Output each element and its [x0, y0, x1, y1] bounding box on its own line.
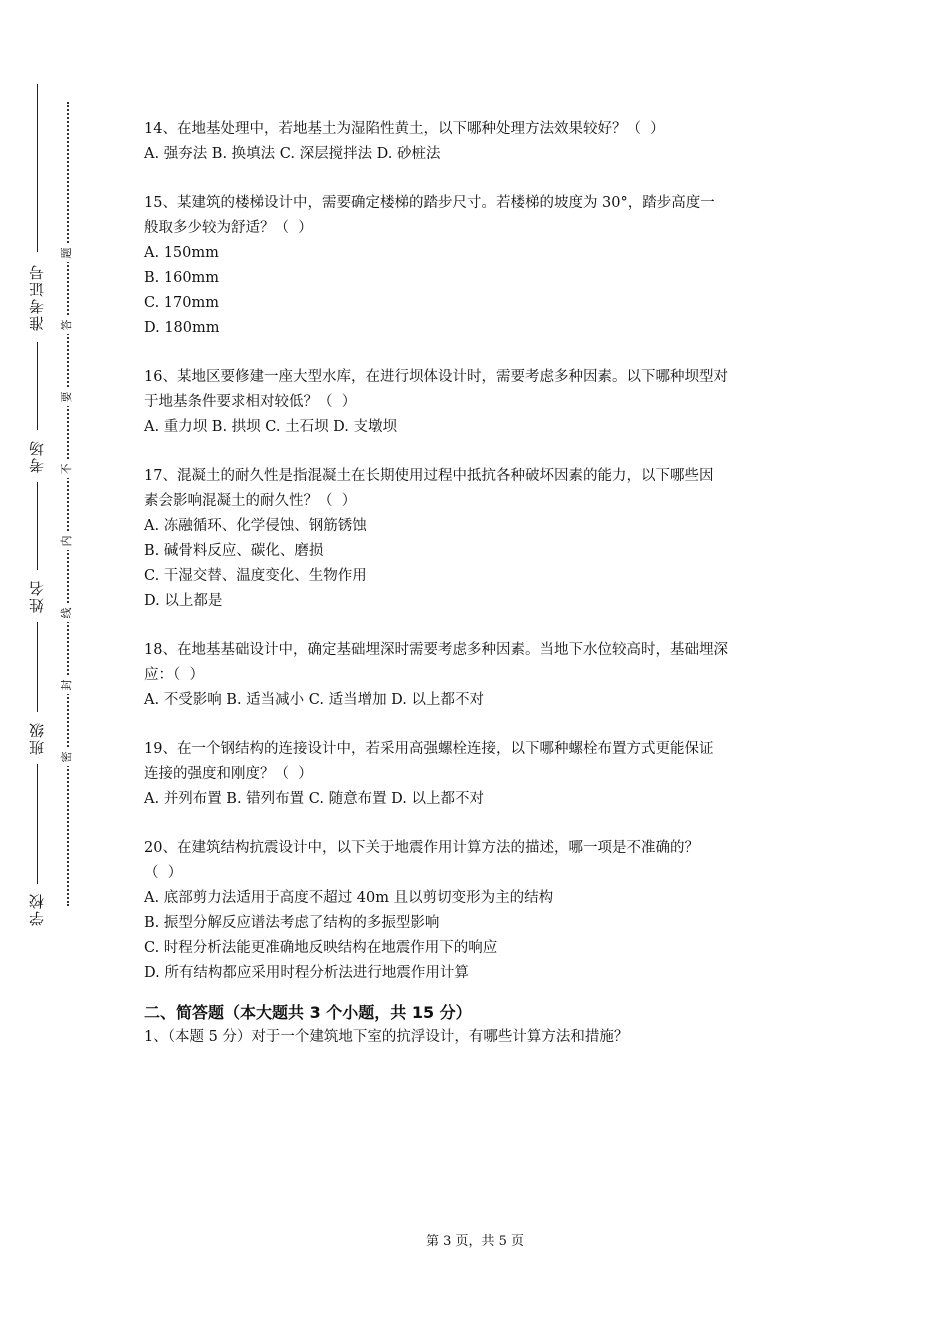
blank-line: [37, 482, 38, 570]
question-stem: 15、某建筑的楼梯设计中，需要确定楼梯的踏步尺寸。若楼梯的坡度为 30°，踏步高度一: [144, 195, 715, 211]
question-stem: 般取多少较为舒适？（ ）: [144, 220, 313, 236]
option-d: D. 180mm: [144, 320, 220, 336]
seal-char: 答: [58, 316, 76, 334]
question-stem: 连接的强度和刚度？（ ）: [144, 766, 313, 782]
question-stem: 16、某地区要修建一座大型水库，在进行坝体设计时，需要考虑多种因素。以下哪种坝型对: [144, 369, 728, 385]
question-options: A. 强夯法 B. 换填法 C. 深层搅拌法 D. 砂桩法: [144, 146, 441, 162]
question-16: [144, 365, 812, 440]
question-19: [144, 737, 812, 812]
school-label: 学校: [28, 892, 46, 926]
blank-line: [37, 622, 38, 712]
question-stem: 19、在一个钢结构的连接设计中，若采用高强螺栓连接，以下哪种螺栓布置方式更能保证: [144, 741, 714, 757]
seal-char: 封: [58, 676, 76, 694]
option-c: C. 时程分析法能更准确地反映结构在地震作用下的响应: [144, 940, 498, 956]
blank-line: [37, 84, 38, 252]
option-a: A. 底部剪力法适用于高度不超过 40m 且以剪切变形为主的结构: [144, 890, 554, 906]
section-heading: 二、简答题（本大题共 3 个小题，共 15 分）: [144, 1003, 472, 1022]
question-list: [144, 117, 812, 1050]
option-d: D. 以上都是: [144, 593, 223, 609]
question-options: A. 重力坝 B. 拱坝 C. 土石坝 D. 支墩坝: [144, 419, 398, 435]
question-20: [144, 836, 812, 986]
blank-line: [37, 764, 38, 884]
exam-number-label: 准考证号: [28, 263, 46, 331]
question-stem: 素会影响混凝土的耐久性？（ ）: [144, 493, 357, 509]
option-b: B. 碱骨料反应、碳化、磨损: [144, 543, 324, 559]
option-b: B. 振型分解反应谱法考虑了结构的多振型影响: [144, 915, 440, 931]
question-stem: 14、在地基处理中，若地基土为湿陷性黄土，以下哪种处理方法效果较好？（ ）: [144, 121, 665, 137]
seal-char: 要: [58, 388, 76, 406]
option-c: C. 170mm: [144, 295, 219, 311]
question-stem: 20、在建筑结构抗震设计中，以下关于地震作用计算方法的描述，哪一项是不准确的？: [144, 840, 699, 856]
seal-char: 线: [58, 604, 76, 622]
short-answer-question-1: 1、（本题 5 分）对于一个建筑地下室的抗浮设计，有哪些计算方法和措施？: [144, 1029, 629, 1045]
seal-char: 题: [58, 244, 76, 262]
question-stem: （ ）: [144, 865, 183, 881]
seal-char: 内: [58, 532, 76, 550]
class-label: 班级: [28, 721, 46, 755]
question-stem: 应：（ ）: [144, 667, 204, 683]
option-a: A. 冻融循环、化学侵蚀、钢筋锈蚀: [144, 518, 367, 534]
option-d: D. 所有结构都应采用时程分析法进行地震作用计算: [144, 965, 469, 981]
seal-char: 密: [58, 748, 76, 766]
question-17: [144, 464, 812, 614]
exam-room-label: 考场: [28, 439, 46, 473]
question-options: A. 并列布置 B. 错列布置 C. 随意布置 D. 以上都不对: [144, 791, 485, 807]
name-label: 姓名: [28, 579, 46, 613]
option-a: A. 150mm: [144, 245, 219, 261]
question-14: [144, 117, 812, 167]
page-number: 第 3 页，共 5 页: [425, 1234, 525, 1249]
option-c: C. 干湿交替、温度变化、生物作用: [144, 568, 367, 584]
question-options: A. 不受影响 B. 适当减小 C. 适当增加 D. 以上都不对: [144, 692, 485, 708]
seal-dotted-line: [67, 102, 69, 906]
question-stem: 18、在地基基础设计中，确定基础埋深时需要考虑多种因素。当地下水位较高时，基础埋深: [144, 642, 728, 658]
blank-line: [37, 342, 38, 430]
seal-char: 不: [58, 460, 76, 478]
question-15: [144, 191, 812, 341]
question-18: [144, 638, 812, 713]
question-stem: 17、混凝土的耐久性是指混凝土在长期使用过程中抵抗各种破坏因素的能力，以下哪些因: [144, 468, 714, 484]
question-stem: 于地基条件要求相对较低？（ ）: [144, 394, 357, 410]
option-b: B. 160mm: [144, 270, 220, 286]
